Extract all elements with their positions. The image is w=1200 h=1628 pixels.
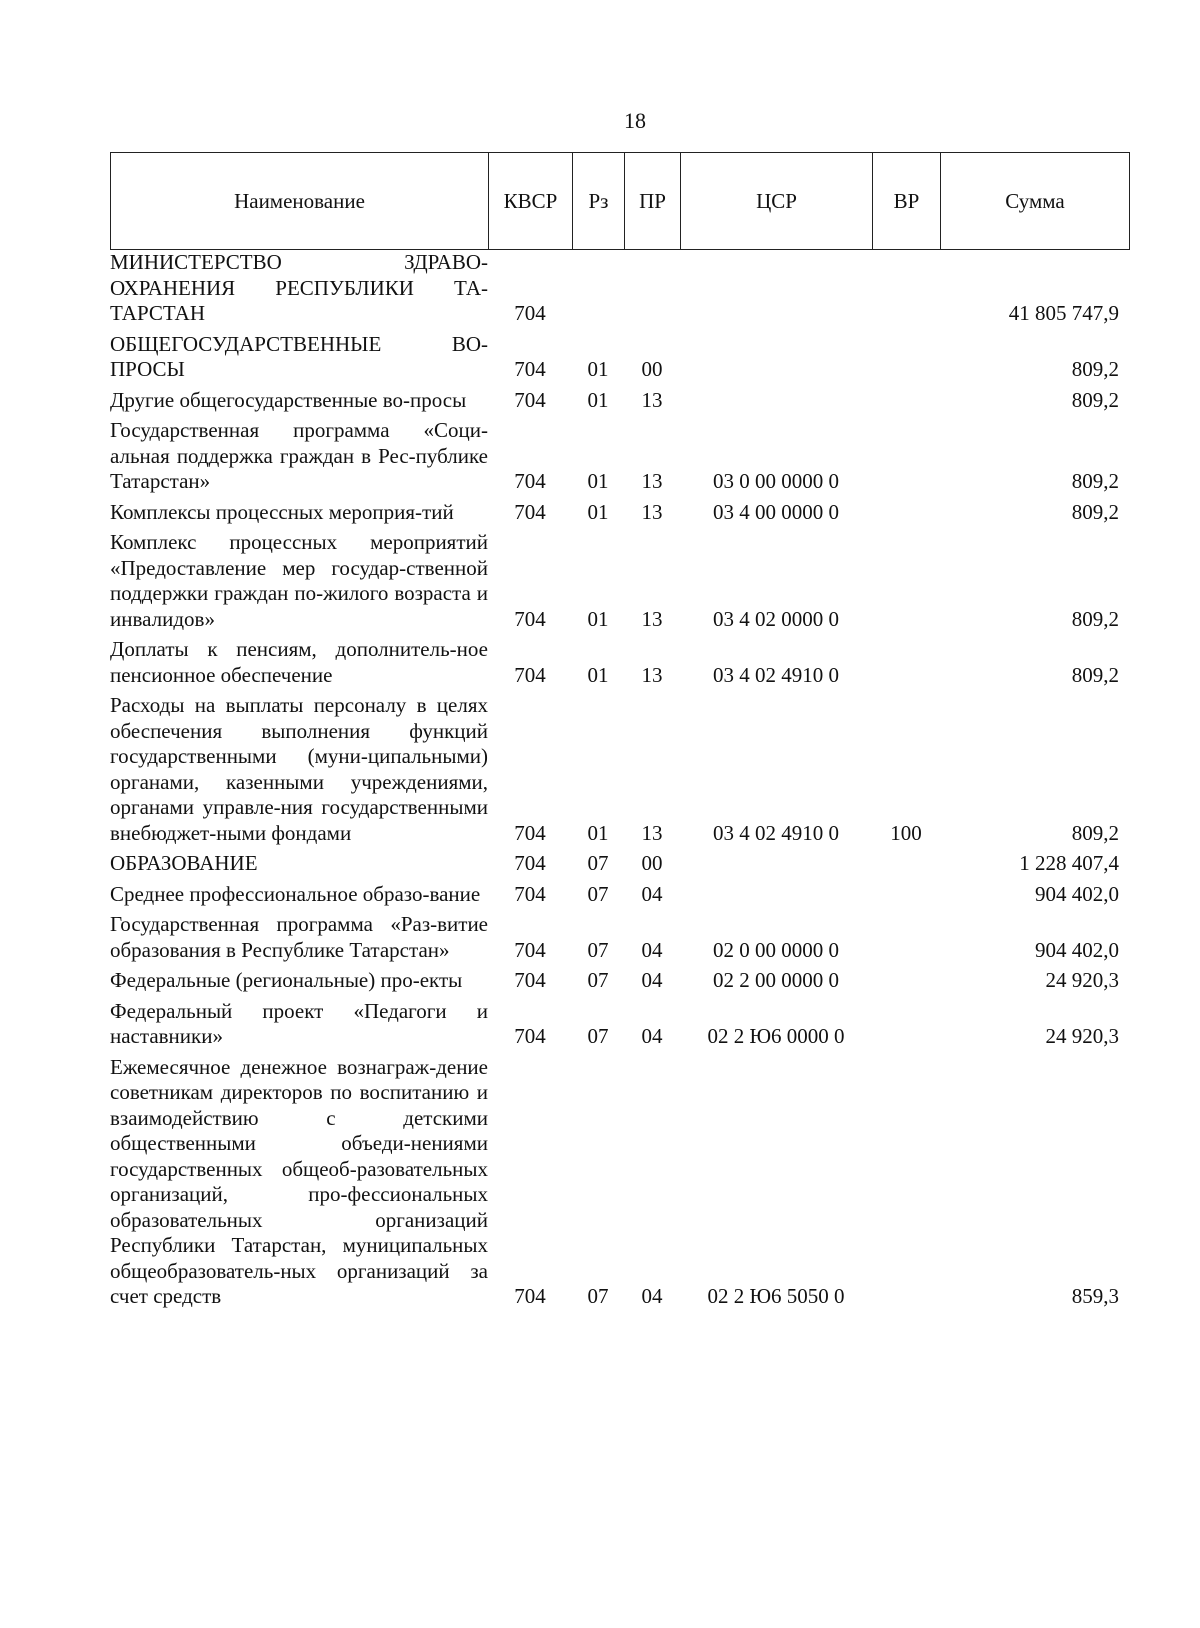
row-name: Федеральный проект «Педагоги и наставники»: [110, 998, 488, 1048]
row-pr: 04: [641, 1024, 663, 1048]
row-kvsr: 704: [514, 662, 546, 687]
table-row: [110, 693, 1129, 846]
row-name: Федеральные (региональные) про-екты: [110, 968, 463, 992]
row-name: Доплаты к пенсиям, дополнитель-ное пенсионное обеспечение: [110, 637, 488, 687]
row-rz: 01: [587, 469, 609, 493]
row-csr: 02 0 00 0000 0: [713, 937, 839, 962]
table-row: [110, 1055, 1129, 1310]
row-pr: 04: [641, 968, 663, 992]
row-kvsr: 704: [514, 499, 546, 524]
row-sum: 904 402,0: [1035, 937, 1119, 962]
row-sum: 24 920,3: [1045, 1024, 1119, 1048]
header-kvsr: КВСР: [489, 153, 573, 250]
table-body: [110, 250, 1129, 1315]
row-name: ОБЩЕГОСУДАРСТВЕННЫЕ ВО-ПРОСЫ: [110, 331, 488, 381]
header-name: Наименование: [111, 153, 489, 250]
row-kvsr: 704: [514, 851, 546, 875]
table-row: [110, 332, 1129, 383]
row-name: Комплекс процессных мероприятий «Предоставление мер государ-ственной поддержки граждан по-жилого возраста и инвалидов»: [110, 530, 488, 631]
row-sum: 24 920,3: [1045, 968, 1119, 992]
row-rz: 01: [587, 820, 609, 845]
row-name: Ежемесячное денежное вознаграж-дение советникам директоров по воспитанию и взаимодействию с детскими общественными объеди-нениями государственных общеоб-разовательных организаций, про-фессиональных образовательных организаций Республики Татарстан, муниципальных общеобразователь-ных организаций за счет средств: [110, 1054, 488, 1308]
row-sum: 809,2: [1071, 606, 1119, 631]
row-name: МИНИСТЕРСТВО ЗДРАВО-ОХРАНЕНИЯ РЕСПУБЛИКИ ТА-ТАРСТАН: [110, 250, 488, 325]
row-kvsr: 704: [514, 968, 546, 992]
row-pr: 13: [641, 469, 663, 493]
row-pr: 13: [641, 662, 663, 687]
row-kvsr: 704: [514, 1024, 546, 1048]
row-pr: 04: [641, 1284, 663, 1308]
row-sum: 809,2: [1071, 499, 1119, 524]
table-row: [110, 250, 1129, 327]
table-row: [110, 912, 1129, 963]
row-name: Расходы на выплаты персоналу в целях обеспечения выполнения функций государственными (муни-ципальными) органами, казенными учреждениями, органами управле-ния государственными внебюджет-ными фондами: [110, 693, 488, 845]
row-sum: 809,2: [1071, 662, 1119, 687]
row-pr: 00: [641, 357, 663, 381]
row-kvsr: 704: [514, 301, 546, 325]
row-pr: 00: [641, 851, 663, 875]
row-rz: 07: [587, 1284, 609, 1308]
row-sum: 1 228 407,4: [1019, 851, 1119, 875]
header-vr: ВР: [873, 153, 941, 250]
table-row: [110, 418, 1129, 495]
row-pr: 13: [641, 387, 663, 412]
row-pr: 13: [641, 606, 663, 631]
table-row: [110, 388, 1129, 414]
row-rz: 07: [587, 851, 609, 875]
table-row: [110, 637, 1129, 688]
row-kvsr: 704: [514, 1284, 546, 1308]
row-sum: 904 402,0: [1035, 881, 1119, 906]
header-pr: ПР: [625, 153, 681, 250]
row-rz: 07: [587, 968, 609, 992]
row-pr: 04: [641, 881, 663, 906]
row-sum: 809,2: [1071, 357, 1119, 381]
table-row: [110, 882, 1129, 908]
table-row: [110, 500, 1129, 526]
row-name: Комплексы процессных мероприя-тий: [110, 499, 454, 524]
row-csr: 03 4 02 4910 0: [713, 820, 839, 845]
row-rz: 07: [587, 1024, 609, 1048]
table-row: [110, 851, 1129, 877]
row-rz: 01: [587, 662, 609, 687]
table-row: [110, 968, 1129, 994]
row-vr: 100: [890, 820, 922, 845]
row-pr: 04: [641, 937, 663, 962]
row-name: Государственная программа «Раз-витие образования в Республике Татарстан»: [110, 912, 488, 962]
row-sum: 809,2: [1071, 387, 1119, 412]
row-kvsr: 704: [514, 881, 546, 906]
row-rz: 01: [587, 357, 609, 381]
table-header: [110, 152, 1130, 250]
row-kvsr: 704: [514, 937, 546, 962]
header-sum: Сумма: [941, 153, 1130, 250]
row-csr: 03 4 02 4910 0: [713, 662, 839, 687]
row-csr: 02 2 00 0000 0: [713, 968, 839, 992]
row-rz: 01: [587, 606, 609, 631]
row-name: Другие общегосударственные во-просы: [110, 387, 467, 412]
row-rz: 07: [587, 937, 609, 962]
row-name: Среднее профессиональное образо-вание: [110, 881, 481, 906]
row-pr: 13: [641, 820, 663, 845]
row-rz: 07: [587, 881, 609, 906]
row-sum: 41 805 747,9: [1008, 301, 1119, 325]
row-csr: 03 4 00 0000 0: [713, 499, 839, 524]
row-sum: 809,2: [1071, 469, 1119, 493]
row-kvsr: 704: [514, 469, 546, 493]
row-kvsr: 704: [514, 606, 546, 631]
row-csr: 03 4 02 0000 0: [713, 606, 839, 631]
row-sum: 859,3: [1071, 1284, 1119, 1308]
row-kvsr: 704: [514, 387, 546, 412]
row-csr: 02 2 Ю6 5050 0: [707, 1284, 845, 1308]
table-row: [110, 999, 1129, 1050]
table-row: [110, 530, 1129, 632]
header-csr: ЦСР: [681, 153, 873, 250]
row-rz: 01: [587, 387, 609, 412]
row-csr: 02 2 Ю6 0000 0: [707, 1024, 845, 1048]
row-kvsr: 704: [514, 820, 546, 845]
row-name: Государственная программа «Соци-альная поддержка граждан в Рес-публике Татарстан»: [110, 418, 488, 493]
row-pr: 13: [641, 499, 663, 524]
header-rz: Рз: [573, 153, 625, 250]
row-csr: 03 0 00 0000 0: [713, 469, 839, 493]
page-number: 18: [624, 108, 646, 133]
row-rz: 01: [587, 499, 609, 524]
row-kvsr: 704: [514, 357, 546, 381]
row-name: ОБРАЗОВАНИЕ: [110, 851, 258, 875]
row-sum: 809,2: [1071, 820, 1119, 845]
